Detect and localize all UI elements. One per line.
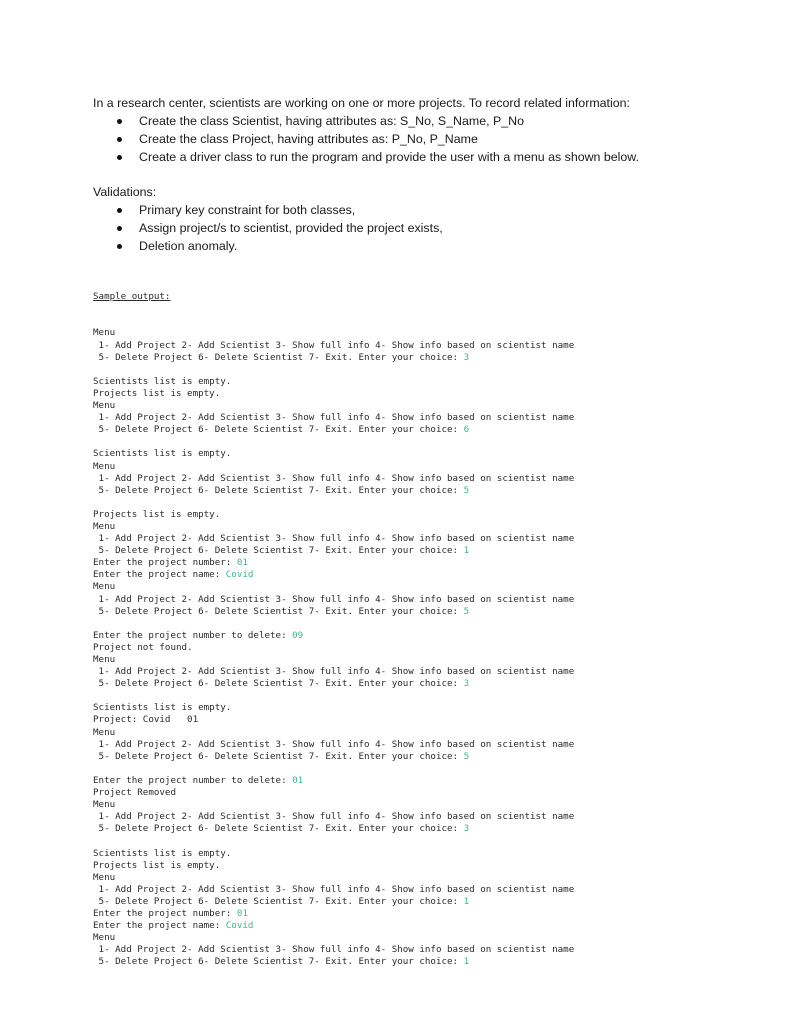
bullet-icon [117, 137, 122, 142]
console-line [93, 872, 733, 884]
user-input: 01 [292, 774, 304, 786]
console-line [93, 751, 733, 763]
validation-item: Primary key constraint for both classes, [117, 201, 733, 219]
console-line [93, 884, 733, 896]
console-text: 5- Delete Project 6- Delete Scientist 7- Exit. Enter your choice: [93, 678, 464, 690]
console-line [93, 400, 733, 412]
console-line [93, 787, 733, 799]
console-line [93, 376, 733, 388]
user-input: 01 [236, 557, 248, 569]
user-input: 09 [292, 629, 304, 641]
console-text: Project not found. [93, 641, 193, 653]
console-line [93, 461, 733, 473]
console-text: 1- Add Project 2- Add Scientist 3- Show full info 4- Show info based on scientist name [93, 666, 575, 678]
user-input: 6 [463, 424, 470, 436]
console-line [93, 944, 733, 956]
requirement-item: Create a driver class to run the program and provide the user with a menu as shown below. [117, 148, 733, 166]
console-line [93, 521, 733, 533]
bullet-icon [117, 119, 122, 124]
console-line [93, 485, 733, 497]
console-text: Scientists list is empty. [93, 448, 232, 460]
spacer [93, 166, 733, 183]
console-text: 5- Delete Project 6- Delete Scientist 7- Exit. Enter your choice: [93, 605, 464, 617]
console-line [93, 340, 733, 352]
user-input: 1 [463, 545, 470, 557]
console-text: 1- Add Project 2- Add Scientist 3- Show full info 4- Show info based on scientist name [93, 811, 575, 823]
console-line [93, 714, 733, 726]
console-text: Scientists list is empty. [93, 847, 232, 859]
console-text: Menu [93, 520, 116, 532]
console-line [93, 473, 733, 485]
console-line [93, 448, 733, 460]
console-text: 5- Delete Project 6- Delete Scientist 7- Exit. Enter your choice: [93, 484, 464, 496]
console-line [93, 642, 733, 654]
console-line [93, 678, 733, 690]
console-text: 5- Delete Project 6- Delete Scientist 7- Exit. Enter your choice: [93, 750, 464, 762]
validation-item: Assign project/s to scientist, provided the project exists, [117, 219, 733, 237]
console-line [93, 581, 733, 593]
console-text: Projects list is empty. [93, 859, 221, 871]
console-line [93, 896, 733, 908]
console-line [93, 775, 733, 787]
console-line [93, 860, 733, 872]
console-text: Enter the project name: [93, 920, 226, 932]
requirement-item: Create the class Scientist, having attributes as: S_No, S_Name, P_No [117, 112, 733, 130]
user-input: 5 [463, 484, 470, 496]
validations-list [93, 201, 733, 255]
console-text: Menu [93, 581, 116, 593]
console-text: 1- Add Project 2- Add Scientist 3- Show full info 4- Show info based on scientist name [93, 339, 575, 351]
console-text: 1- Add Project 2- Add Scientist 3- Show full info 4- Show info based on scientist name [93, 412, 575, 424]
validation-item: Deletion anomaly. [117, 237, 733, 255]
console-line [93, 956, 733, 968]
console-line [93, 654, 733, 666]
user-input: 1 [463, 956, 470, 968]
console-line [93, 352, 733, 364]
sample-output-console [93, 267, 733, 993]
console-line [93, 364, 733, 376]
console-text: 5- Delete Project 6- Delete Scientist 7- Exit. Enter your choice: [93, 424, 464, 436]
console-text: Scientists list is empty. [93, 702, 232, 714]
console-text: Menu [93, 799, 116, 811]
user-input: Covid [225, 569, 254, 581]
console-text: Menu [93, 932, 116, 944]
console-line [93, 618, 733, 630]
console-text: Scientists list is empty. [93, 375, 232, 387]
bullet-icon [117, 155, 122, 160]
validations-heading: Validations: [93, 185, 157, 199]
console-line [93, 606, 733, 618]
console-text: Projects list is empty. [93, 387, 221, 399]
console-text: 1- Add Project 2- Add Scientist 3- Show full info 4- Show info based on scientist name [93, 593, 575, 605]
console-text: 1- Add Project 2- Add Scientist 3- Show full info 4- Show info based on scientist name [93, 472, 575, 484]
console-text: 5- Delete Project 6- Delete Scientist 7- Exit. Enter your choice: [93, 956, 464, 968]
user-input: 1 [463, 895, 470, 907]
console-text: 1- Add Project 2- Add Scientist 3- Show full info 4- Show info based on scientist name [93, 944, 575, 956]
user-input: 3 [463, 351, 470, 363]
console-text: Menu [93, 726, 116, 738]
console-line [93, 823, 733, 835]
console-line [93, 545, 733, 557]
console-text: Enter the project name: [93, 569, 226, 581]
console-text: Menu [93, 460, 116, 472]
console-line [93, 835, 733, 847]
user-input: 5 [463, 750, 470, 762]
bullet-icon [117, 244, 122, 249]
console-text: Enter the project number: [93, 907, 237, 919]
console-text: 5- Delete Project 6- Delete Scientist 7- Exit. Enter your choice: [93, 545, 464, 557]
user-input: 5 [463, 605, 470, 617]
console-text: Menu [93, 400, 116, 412]
console-line [93, 848, 733, 860]
console-line [93, 594, 733, 606]
console-line [93, 799, 733, 811]
console-text: 5- Delete Project 6- Delete Scientist 7- Exit. Enter your choice: [93, 895, 464, 907]
console-line [93, 763, 733, 775]
intro-paragraph: In a research center, scientists are working on one or more projects. To record related information: [93, 96, 630, 110]
bullet-icon [117, 208, 122, 213]
bullet-icon [117, 226, 122, 231]
requirements-list [93, 112, 733, 166]
console-line [93, 509, 733, 521]
console-line [93, 739, 733, 751]
console-line [93, 497, 733, 509]
console-text: Project: Covid 01 [93, 714, 199, 726]
console-line [93, 666, 733, 678]
console-text: 1- Add Project 2- Add Scientist 3- Show full info 4- Show info based on scientist name [93, 738, 575, 750]
console-line [93, 436, 733, 448]
console-line [93, 932, 733, 944]
user-input: 3 [463, 678, 470, 690]
console-text: 5- Delete Project 6- Delete Scientist 7- Exit. Enter your choice: [93, 823, 464, 835]
console-text: Enter the project number to delete: [93, 629, 293, 641]
sample-output-title: Sample output: [93, 291, 171, 303]
console-line [93, 920, 733, 932]
console-text: Enter the project number to delete: [93, 774, 293, 786]
console-line [93, 690, 733, 702]
console-line [93, 424, 733, 436]
user-input: 01 [236, 907, 248, 919]
console-text: 1- Add Project 2- Add Scientist 3- Show full info 4- Show info based on scientist name [93, 883, 575, 895]
console-text: 5- Delete Project 6- Delete Scientist 7- Exit. Enter your choice: [93, 351, 464, 363]
user-input: 3 [463, 823, 470, 835]
console-line [93, 908, 733, 920]
console-line [93, 569, 733, 581]
console-lines [93, 327, 733, 968]
console-text: Menu [93, 327, 116, 339]
console-line [93, 557, 733, 569]
console-line [93, 702, 733, 714]
console-line [93, 630, 733, 642]
console-text: Menu [93, 654, 116, 665]
console-text: Project Removed [93, 787, 176, 799]
console-line [93, 327, 733, 339]
requirement-item: Create the class Project, having attributes as: P_No, P_Name [117, 130, 733, 148]
console-text: 1- Add Project 2- Add Scientist 3- Show full info 4- Show info based on scientist name [93, 533, 575, 545]
console-line [93, 811, 733, 823]
console-line [93, 533, 733, 545]
console-line [93, 727, 733, 739]
document-page [93, 94, 733, 993]
user-input: Covid [225, 920, 254, 932]
console-text: Projects list is empty. [93, 508, 221, 520]
console-line [93, 412, 733, 424]
console-text: Enter the project number: [93, 557, 237, 569]
console-line [93, 388, 733, 400]
console-text: Menu [93, 871, 116, 883]
spacer [93, 255, 733, 267]
